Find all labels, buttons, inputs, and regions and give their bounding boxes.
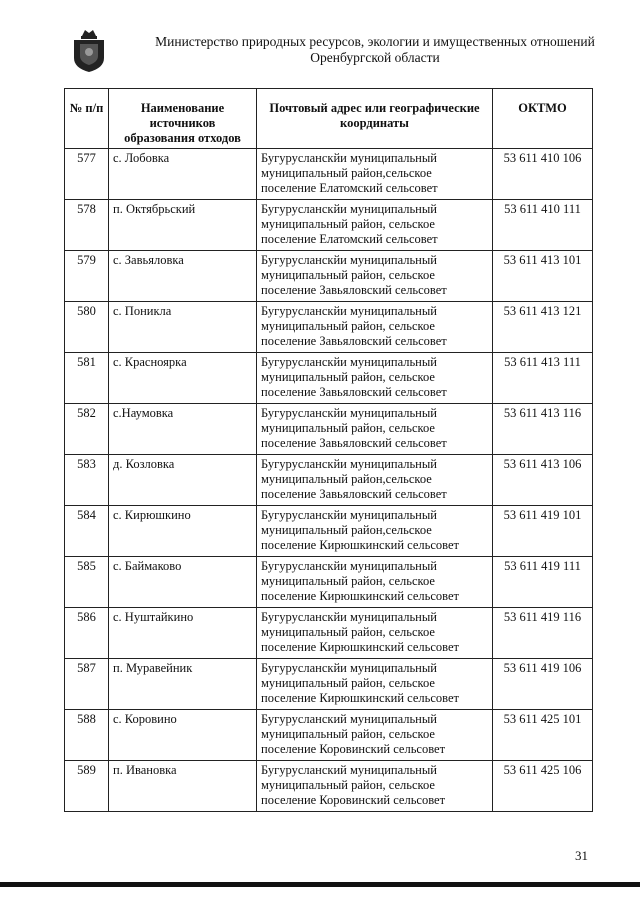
source-name: с.Наумовка [109, 404, 257, 455]
source-name: с. Баймаково [109, 557, 257, 608]
row-number: 586 [65, 608, 109, 659]
page-number: 31 [575, 848, 588, 863]
oktmo-code: 53 611 410 111 [493, 200, 593, 251]
oktmo-code: 53 611 413 101 [493, 251, 593, 302]
table-row [65, 302, 593, 353]
postal-address: Бугурусланский муниципальный муниципальный район, сельское поселение Коровинский сельсовет [257, 710, 493, 761]
source-name: п. Муравейник [109, 659, 257, 710]
source-name: с. Завьяловка [109, 251, 257, 302]
row-number: 580 [65, 302, 109, 353]
postal-address: Бугурусланскйи муниципальный муниципальный район, сельское поселение Кирюшкинский сельсовет [257, 659, 493, 710]
postal-address: Бугурусланскйи муниципальный муниципальный район,сельское поселение Завьяловский сельсовет [257, 455, 493, 506]
postal-address: Бугурусланскйи муниципальный муниципальный район, сельское поселение Завьяловский сельсовет [257, 302, 493, 353]
postal-address: Бугурусланскйи муниципальный муниципальный район, сельское поселение Завьяловский сельсовет [257, 353, 493, 404]
oktmo-code: 53 611 419 106 [493, 659, 593, 710]
source-name: п. Ивановка [109, 761, 257, 812]
row-number: 583 [65, 455, 109, 506]
table-row [65, 710, 593, 761]
source-name: с. Нуштайкино [109, 608, 257, 659]
row-number: 588 [65, 710, 109, 761]
table-row [65, 557, 593, 608]
coat-of-arms-icon [72, 28, 106, 72]
oktmo-code: 53 611 425 101 [493, 710, 593, 761]
postal-address: Бугурусланскйи муниципальный муниципальный район, сельское поселение Завьяловский сельсовет [257, 251, 493, 302]
bottom-border-line [0, 882, 640, 887]
postal-address: Бугурусланскйи муниципальный муниципальный район,сельское поселение Кирюшкинский сельсовет [257, 506, 493, 557]
source-name: д. Козловка [109, 455, 257, 506]
source-name: с. Коровино [109, 710, 257, 761]
table-row [65, 353, 593, 404]
ministry-title [110, 34, 640, 66]
table-row [65, 761, 593, 812]
table-row [65, 659, 593, 710]
row-number: 582 [65, 404, 109, 455]
table-row [65, 251, 593, 302]
row-number: 581 [65, 353, 109, 404]
oktmo-code: 53 611 419 111 [493, 557, 593, 608]
oktmo-code: 53 611 413 106 [493, 455, 593, 506]
source-name: с. Кирюшкино [109, 506, 257, 557]
row-number: 589 [65, 761, 109, 812]
table-row [65, 404, 593, 455]
oktmo-code: 53 611 413 111 [493, 353, 593, 404]
postal-address: Бугурусланскйи муниципальный муниципальный район, сельское поселение Елатомский сельсовет [257, 200, 493, 251]
ministry-title-line2: Оренбургской области [310, 50, 440, 65]
oktmo-code: 53 611 413 116 [493, 404, 593, 455]
oktmo-code: 53 611 410 106 [493, 149, 593, 200]
oktmo-code: 53 611 419 116 [493, 608, 593, 659]
row-number: 585 [65, 557, 109, 608]
source-name: с. Лобовка [109, 149, 257, 200]
postal-address: Бугурусланскйи муниципальный муниципальный район, сельское поселение Завьяловский сельсовет [257, 404, 493, 455]
oktmo-code: 53 611 413 121 [493, 302, 593, 353]
oktmo-code: 53 611 425 106 [493, 761, 593, 812]
source-name: с. Красноярка [109, 353, 257, 404]
postal-address: Бугурусланскйи муниципальный муниципальный район, сельское поселение Кирюшкинский сельсовет [257, 608, 493, 659]
document-header [0, 0, 640, 80]
column-header-source-name: Наименование источников образования отходов [109, 89, 257, 149]
row-number: 579 [65, 251, 109, 302]
table-row [65, 149, 593, 200]
table-row [65, 455, 593, 506]
table-row [65, 608, 593, 659]
row-number: 584 [65, 506, 109, 557]
column-header-number: № п/п [65, 89, 109, 149]
column-header-address: Почтовый адрес или географические координаты [257, 89, 493, 149]
postal-address: Бугурусланский муниципальный муниципальный район, сельское поселение Коровинский сельсовет [257, 761, 493, 812]
row-number: 578 [65, 200, 109, 251]
postal-address: Бугурусланскйи муниципальный муниципальный район,сельское поселение Елатомский сельсовет [257, 149, 493, 200]
source-name: с. Поникла [109, 302, 257, 353]
ministry-title-line1: Министерство природных ресурсов, экологии и имущественных отношений [155, 34, 595, 49]
column-header-oktmo: ОКТМО [493, 89, 593, 149]
oktmo-code: 53 611 419 101 [493, 506, 593, 557]
table-header-row [65, 89, 593, 149]
source-name: п. Октябрьский [109, 200, 257, 251]
table-row [65, 506, 593, 557]
table-row [65, 200, 593, 251]
row-number: 587 [65, 659, 109, 710]
waste-sources-table [64, 88, 593, 812]
postal-address: Бугурусланскйи муниципальный муниципальный район, сельское поселение Кирюшкинский сельсовет [257, 557, 493, 608]
row-number: 577 [65, 149, 109, 200]
